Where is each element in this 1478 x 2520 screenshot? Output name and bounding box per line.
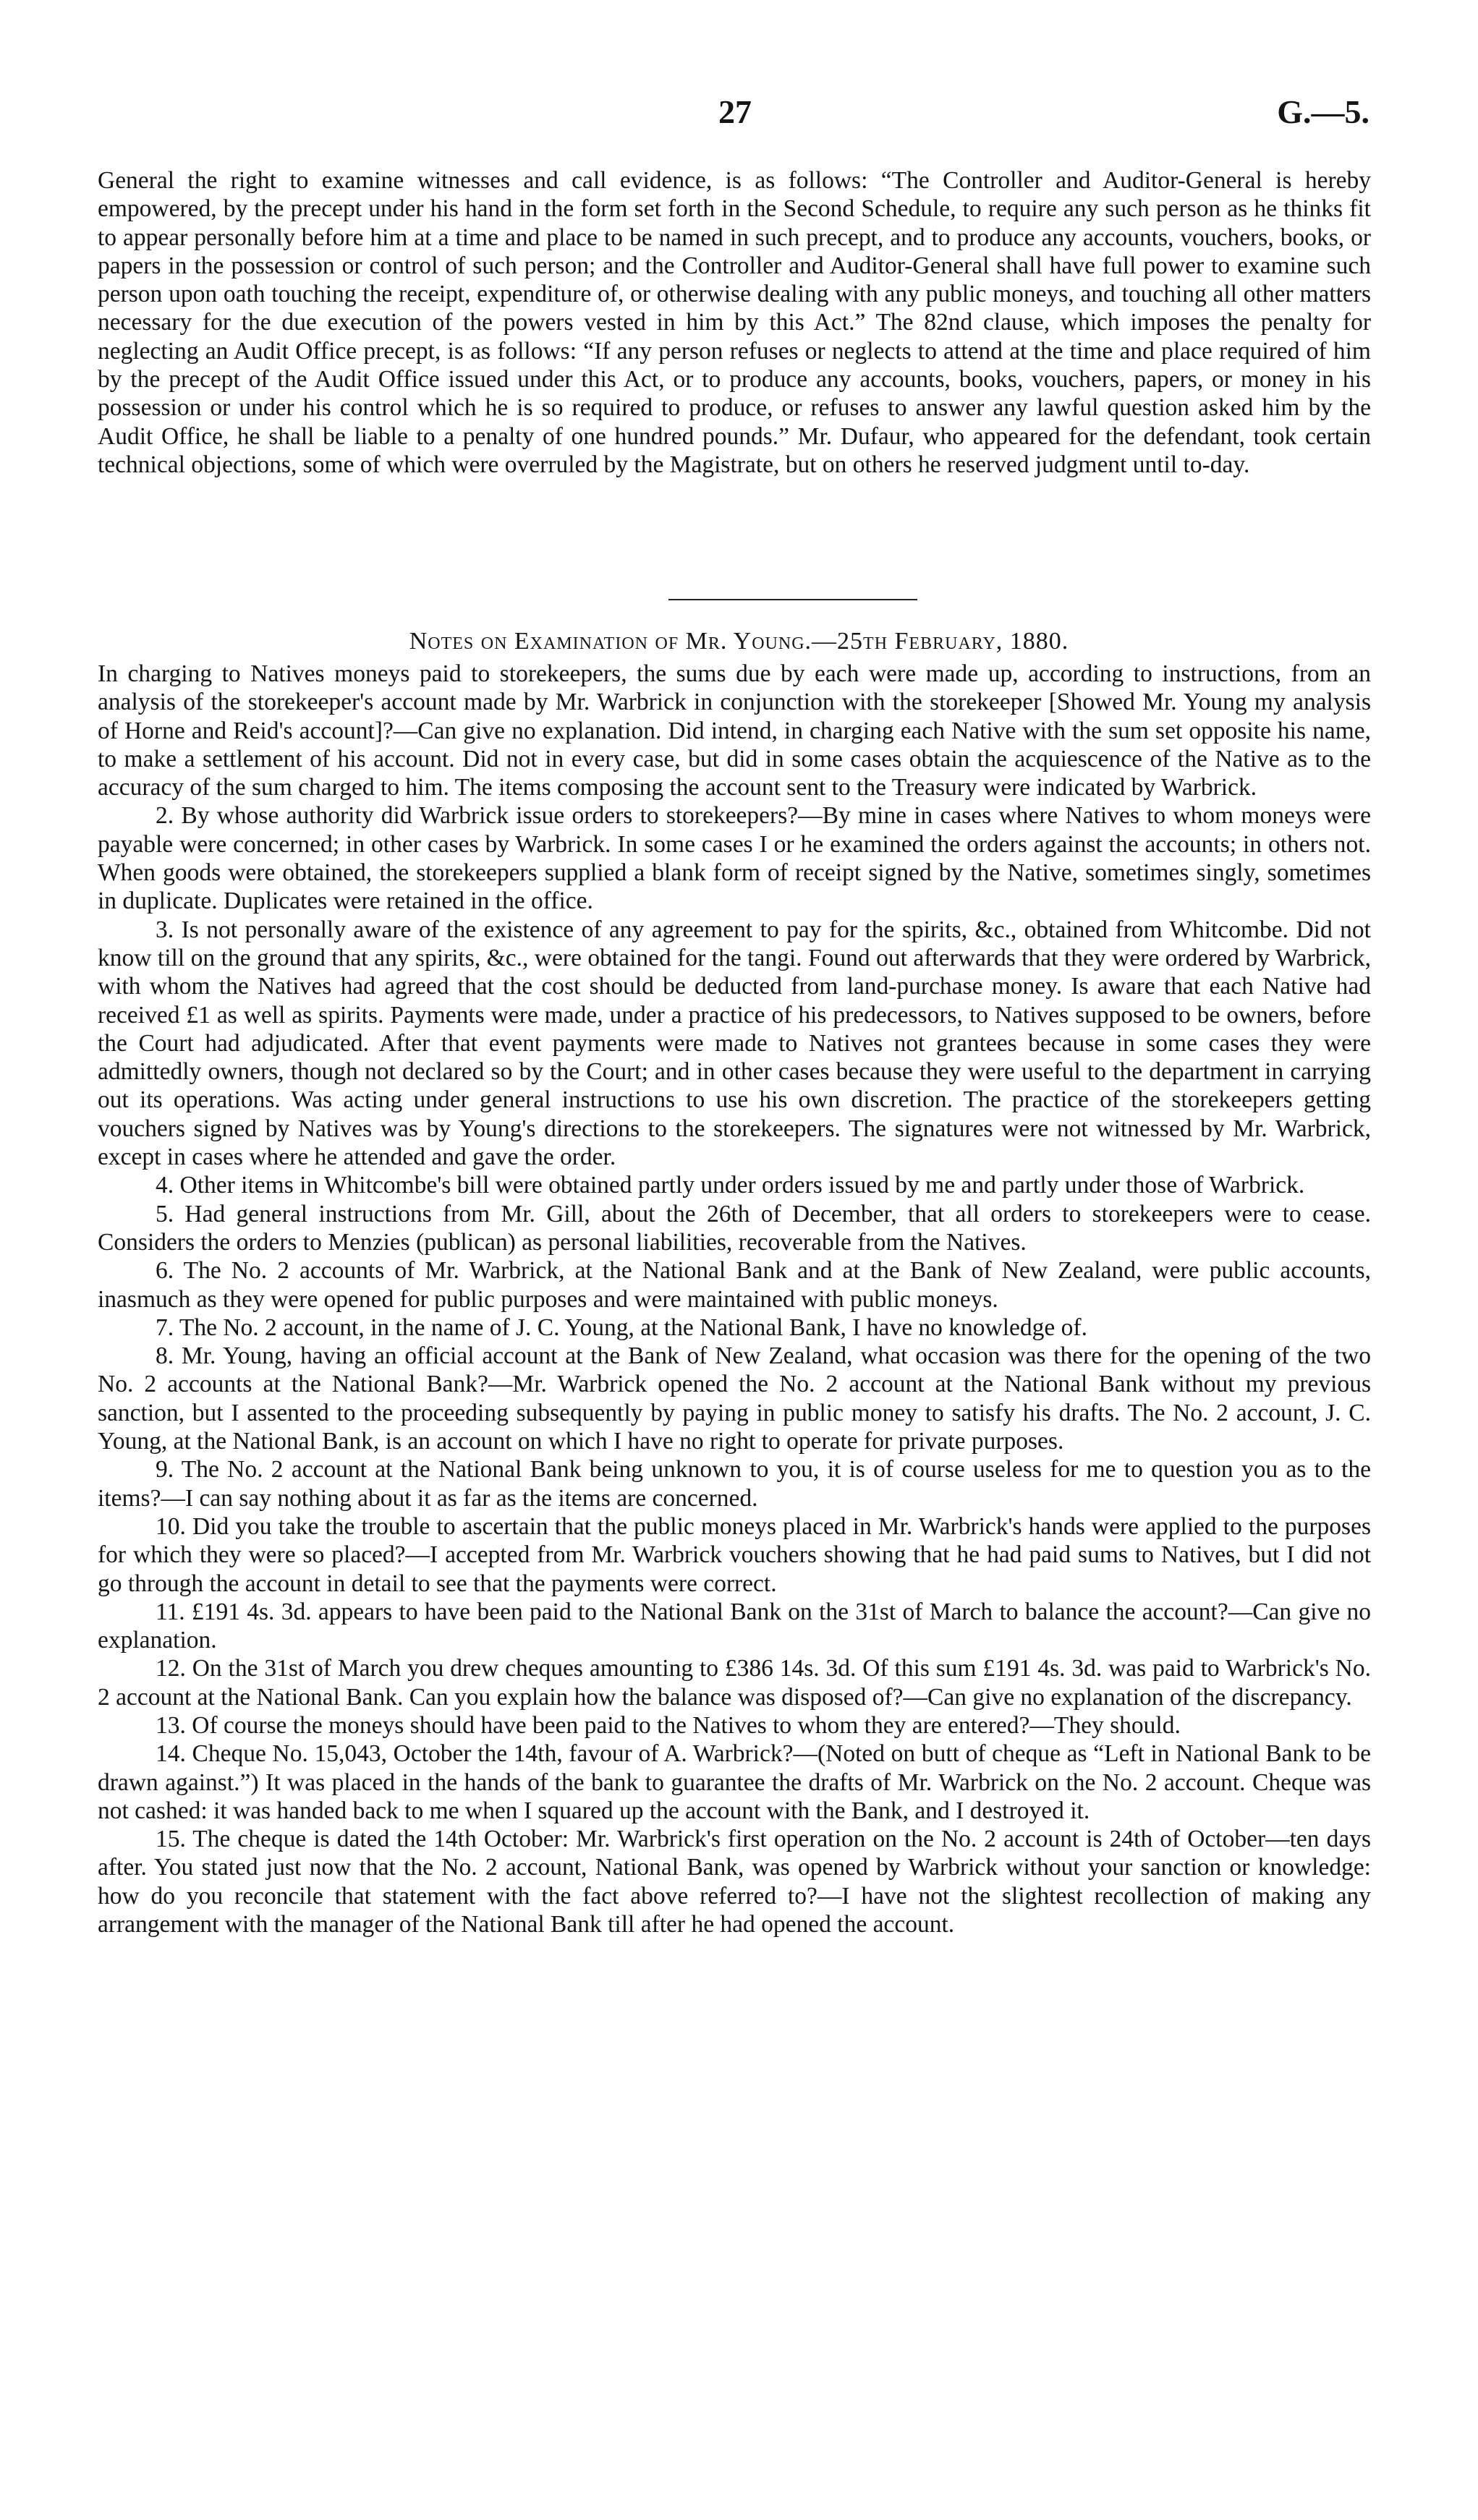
paragraph: 12. On the 31st of March you drew cheques amounting to £386 14s. 3d. Of this sum £191 4s. 3d. was paid to Warbrick's No. 2 account at the National Bank. Can you explain how the balance was disposed of?—Can give no explanation of the discrepancy. xyxy=(98,1655,1371,1711)
paragraph: 5. Had general instructions from Mr. Gill, about the 26th of December, that all orders to storekeepers were to cease. Considers the orders to Menzies (publican) as personal liabilities, recoverable from the Natives. xyxy=(98,1200,1371,1256)
paragraph: 10. Did you take the trouble to ascertain that the public moneys placed in Mr. Warbrick's hands were applied to the purposes for which they were so placed?—I accepted from Mr. Warbrick vouchers showing that he had paid sums to Natives, but I did not go through the account in detail to see that the payments were correct. xyxy=(98,1512,1371,1597)
paragraph: 15. The cheque is dated the 14th October: Mr. Warbrick's first operation on the No. 2 account is 24th of October—ten days after. You stated just now that the No. 2 account, National Bank, was opened by Warbrick without your sanction or knowledge: how do you reconcile that statement with the fact above referred to?—I have not the slightest recollection of making any arrangement with the manager of the National Bank till after he had opened the account. xyxy=(98,1826,1371,1938)
document-reference: G.—5. xyxy=(1277,93,1369,130)
section-heading: Notes on Examination of Mr. Young.—25th February, 1880. xyxy=(409,628,1069,655)
paragraph: 7. The No. 2 account, in the name of J. C. Young, at the National Bank, I have no knowledge of. xyxy=(156,1314,1087,1341)
page-header xyxy=(0,93,1478,136)
paragraph: 14. Cheque No. 15,043, October the 14th, favour of A. Warbrick?—(Noted on butt of cheque as “Left in National Bank to be drawn against.”) It was placed in the hands of the bank to guarantee the drafts of Mr. Warbrick on the No. 2 account. Cheque was not cashed: it was handed back to me when I squared up the account with the Bank, and I destroyed it. xyxy=(98,1740,1371,1824)
paragraph: 3. Is not personally aware of the existence of any agreement to pay for the spirits, &c., obtained from Whitcombe. Did not know till on the ground that any spirits, &c., were obtained for the tangi. Found out afterwards that they were ordered by Warbrick, with whom the Natives had agreed that the cost should be deducted from land-purchase money. Is aware that each Native had received £1 as well as spirits. Payments were made, under a practice of his predecessors, to Natives supposed to be owners, before the Court had adjudicated. After that event payments were made to Natives not grantees because in some cases they were admittedly owners, though not declared so by the Court; and in other cases because they were useful to the department in carrying out its operations. Was acting under general instructions to use his own discretion. The practice of the storekeepers getting vouchers signed by Natives was by Young's directions to the storekeepers. The signatures were not witnessed by Mr. Warbrick, except in cases where he attended and gave the order. xyxy=(98,916,1371,1171)
paragraph: 11. £191 4s. 3d. appears to have been paid to the National Bank on the 31st of March to balance the account?—Can give no explanation. xyxy=(98,1598,1371,1654)
paragraph: 4. Other items in Whitcombe's bill were obtained partly under orders issued by me and partly under those of Warbrick. xyxy=(156,1172,1305,1199)
paragraph: 13. Of course the moneys should have been paid to the Natives to whom they are entered?—They should. xyxy=(156,1711,1181,1739)
intro-text xyxy=(98,166,1371,479)
intro-paragraph: General the right to examine witnesses and call evidence, is as follows: “The Controller and Auditor-General is hereby empowered, by the precept under his hand in the form set forth in the Second Schedule, to require any such person as he thinks fit to appear personally before him at a time and place to be named in such precept, and to produce any accounts, vouchers, books, or papers in the possession or control of such person; and the Controller and Auditor-General shall have full power to examine such person upon oath touching the receipt, expenditure of, or otherwise dealing with any public moneys, and touching all other matters necessary for the due execution of the powers vested in him by this Act.” The 82nd clause, which imposes the penalty for neglecting an Audit Office precept, is as follows: “If any person refuses or neglects to attend at the time and place required of him by the precept of the Audit Office issued under this Act, or to produce any accounts, books, vouchers, papers, or money in his possession or under his control which he is so required to produce, or refuses to answer any lawful question asked him by the Audit Office, he shall be liable to a penalty of one hundred pounds.” Mr. Dufaur, who appeared for the defendant, took certain technical objections, some of which were overruled by the Magistrate, but on others he reserved judgment until to-day. xyxy=(98,167,1371,478)
paragraph: 8. Mr. Young, having an official account at the Bank of New Zealand, what occasion was there for the opening of the two No. 2 accounts at the National Bank?—Mr. Warbrick opened the No. 2 account at the National Bank without my previous sanction, but I assented to the proceeding subsequently by paying in public money to satisfy his drafts. The No. 2 account, J. C. Young, at the National Bank, is an account on which I have no right to operate for private purposes. xyxy=(98,1342,1371,1455)
paragraph: 9. The No. 2 account at the National Bank being unknown to you, it is of course useless for me to question you as to the items?—I can say nothing about it as far as the items are concerned. xyxy=(98,1456,1371,1512)
paragraph: In charging to Natives moneys paid to storekeepers, the sums due by each were made up, according to instructions, from an analysis of the storekeeper's account made by Mr. Warbrick in conjunction with the storekeeper [Showed Mr. Young my analysis of Horne and Reid's account]?—Can give no explanation. Did intend, in charging each Native with the sum set opposite his name, to make a settlement of his account. Did not in every case, but did in some cases obtain the acquiescence of the Native as to the accuracy of the sum charged to him. The items composing the account sent to the Treasury were indicated by Warbrick. xyxy=(98,660,1371,801)
examination-notes xyxy=(98,660,1371,1938)
paragraph: 6. The No. 2 accounts of Mr. Warbrick, at the National Bank and at the Bank of New Zealand, were public accounts, inasmuch as they were opened for public purposes and were maintained with public moneys. xyxy=(98,1257,1371,1313)
section-divider xyxy=(668,599,917,600)
page-number: 27 xyxy=(718,93,752,130)
paragraph: 2. By whose authority did Warbrick issue orders to storekeepers?—By mine in cases where Natives to whom moneys were payable were concerned; in other cases by Warbrick. In some cases I or he examined the orders against the accounts; in others not. When goods were obtained, the storekeepers supplied a blank form of receipt signed by the Native, sometimes singly, sometimes in duplicate. Duplicates were retained in the office. xyxy=(98,802,1371,915)
